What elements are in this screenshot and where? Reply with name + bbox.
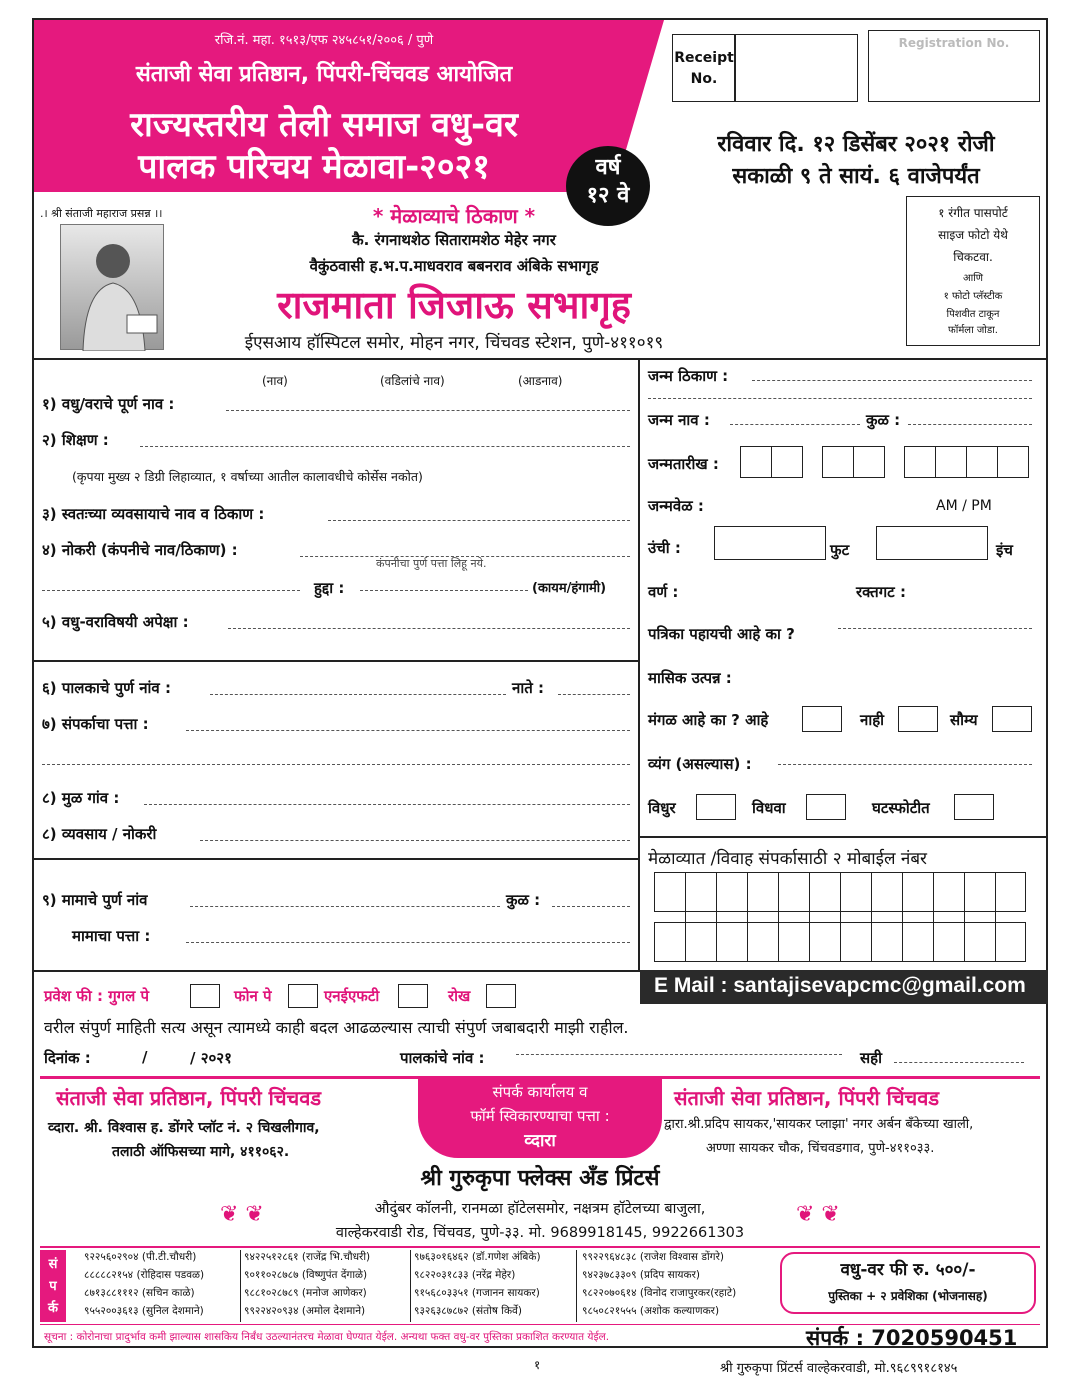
- mangal-yes-box[interactable]: [802, 706, 842, 732]
- contact-entry: ९३२६३८७८७२ (संतोष किर्वे): [414, 1305, 522, 1317]
- photo-line-7: फॉर्मला जोडा.: [948, 325, 998, 336]
- cash-label: रोख: [448, 987, 471, 1005]
- height-inch-field[interactable]: [876, 526, 988, 560]
- contacts-column-1: [84, 1248, 204, 1320]
- height-label: उंची :: [648, 539, 681, 557]
- income-label: मासिक उत्पन्न :: [648, 669, 732, 687]
- native-village-field[interactable]: [144, 804, 630, 805]
- expectation-field[interactable]: [228, 628, 630, 629]
- post-field[interactable]: [360, 590, 528, 591]
- venue-address: ईएसआय हॉस्पिटल समोर, मोहन नगर, चिंचवड स्टेशन, पुणे-४११०१९: [244, 333, 664, 353]
- page-number: १: [534, 1358, 541, 1372]
- date-slash: /: [142, 1048, 148, 1066]
- mangal-mild-label: सौम्य: [950, 711, 978, 729]
- contacts-col-divider: [576, 1250, 577, 1322]
- dob-label: जन्मतारीख :: [648, 455, 719, 473]
- phonepe-label: फोन पे: [234, 987, 272, 1005]
- full-name-field[interactable]: [226, 410, 630, 411]
- occupation-field[interactable]: [200, 840, 630, 841]
- neft-label: एनईएफटी: [324, 987, 380, 1005]
- fee-box-line-1: वधु-वर फी रु. ५००/-: [840, 1260, 976, 1280]
- job-note: कंपनीचा पुर्ण पत्ता लिहू नये.: [376, 557, 487, 570]
- mobile-digit-divider: [995, 872, 996, 962]
- divorcee-box[interactable]: [954, 794, 994, 820]
- education-label: २) शिक्षण :: [42, 431, 109, 449]
- contact-address-field-2[interactable]: [42, 764, 630, 765]
- footer-right-address-1: द्वारा.श्री.प्रदिप सायकर,'सायकर प्लाझा' नगर अर्बन बँकेच्या खाली,: [664, 1117, 974, 1132]
- contact-entry: ९५५२००३६१३ (सुनिल देशमाने): [84, 1305, 204, 1317]
- footer-right-address-2: अण्णा सायकर चौक, चिंचवडगाव, पुणे-४११०३३.: [706, 1141, 935, 1156]
- fee-box: [780, 1252, 1036, 1314]
- mobile-digit-divider: [778, 872, 779, 962]
- saint-portrait: [60, 224, 164, 350]
- right-divider: [638, 836, 1046, 838]
- ornament-left-icon: ❦ ❦: [220, 1202, 264, 1227]
- right-kul-label: कुळ :: [866, 411, 901, 429]
- signature-label: सही: [860, 1049, 882, 1067]
- dob-box[interactable]: [904, 446, 936, 478]
- column-name: (नाव): [262, 374, 288, 388]
- photo-line-1: १ रंगीत पासपोर्ट: [938, 206, 1008, 220]
- mangal-no-label: नाही: [860, 711, 885, 729]
- right-kul-field[interactable]: [908, 424, 1032, 425]
- native-village-label: ८) मुळ गांव :: [42, 789, 120, 807]
- contacts-col-divider: [240, 1250, 241, 1322]
- birthplace-label: जन्म ठिकाण :: [648, 367, 729, 385]
- blessing-line: .। श्री संताजी महाराज प्रसन्न ।।: [40, 207, 163, 220]
- widower-box[interactable]: [696, 794, 736, 820]
- horoscope-label: पत्रिका पहायची आहे का ?: [648, 625, 795, 643]
- birthplace-field[interactable]: [752, 380, 1032, 381]
- mobile-digit-divider: [716, 872, 717, 962]
- relation-label: नाते :: [512, 679, 544, 697]
- birthplace-field-2[interactable]: [648, 398, 1032, 399]
- mobile-digit-divider: [747, 872, 748, 962]
- contact-address-label: ७) संपर्काचा पत्ता :: [42, 715, 149, 733]
- birthname-label: जन्म नाव :: [648, 411, 710, 429]
- full-name-label: १) वधु/वराचे पूर्ण नाव :: [42, 395, 175, 413]
- contact-entry: ८७१३८८१११२ (सचिन काळे): [84, 1287, 195, 1299]
- dob-box[interactable]: [997, 446, 1029, 478]
- dob-box[interactable]: [740, 446, 772, 478]
- birth-time-label: जन्मवेळ :: [648, 497, 704, 515]
- widow-box[interactable]: [806, 794, 846, 820]
- mobile-heading: मेळाव्यात /विवाह संपर्कासाठी २ मोबाईल नंबर: [648, 849, 928, 869]
- birthname-field[interactable]: [730, 424, 860, 425]
- badge-line-1: वर्ष: [595, 155, 621, 180]
- blood-group-label: रक्तगट :: [856, 583, 906, 601]
- permanent-label: (कायम/हंगामी): [532, 581, 607, 596]
- notice-text: सूचना : कोरोनाचा प्रादुर्भाव कमी झाल्यास शासकिय निर्बंध उठल्यानंतरच मेळावा घेण्यात येईल. अन्यथा फक्त वधु-वर पुस्तिका प्रकाशित करण्यात येईल.: [44, 1331, 610, 1343]
- column-father: (वडिलांचे नाव): [380, 374, 445, 388]
- contact-address-field[interactable]: [186, 730, 630, 731]
- contact-entry: ९४२२५१२८६१ (राजेंद्र भि.चौधरी): [244, 1251, 371, 1263]
- contact-entry: ९८५०८२१५५५ (अशोक कल्याणकर): [582, 1305, 720, 1317]
- dob-box[interactable]: [853, 446, 885, 478]
- venue-line-2: वैकुंठवासी ह.भ.प.माधवराव बबनराव अंबिके सभागृह: [309, 257, 599, 275]
- photo-line-4: आणि: [962, 273, 984, 284]
- dob-box[interactable]: [935, 446, 967, 478]
- badge-line-2: १२ वे: [586, 183, 630, 208]
- cash-box[interactable]: [486, 984, 516, 1008]
- contacts-label-2: प: [49, 1279, 57, 1294]
- event-date-line: रविवार दि. १२ डिसेंबर २०२१ रोजी: [717, 132, 995, 157]
- fee-box-line-2: पुस्तिका + २ प्रवेशिका (भोजनासह): [828, 1289, 988, 1303]
- neft-box[interactable]: [398, 984, 428, 1008]
- title-line-2: पालक परिचय मेळावा-२०२१: [138, 147, 490, 187]
- left-divider-2: [34, 858, 638, 860]
- left-divider-1: [34, 660, 638, 662]
- uncle-address-field[interactable]: [186, 942, 630, 943]
- registration-number-line: रजि.नं. महा. १५१३/एफ २४५८५१/२००६ / पुणे: [214, 33, 434, 48]
- email-text[interactable]: E Mail : santajisevapcmc@gmail.com: [654, 974, 1026, 997]
- dob-box[interactable]: [771, 446, 803, 478]
- mobile-digit-divider: [902, 872, 903, 962]
- height-feet-field[interactable]: [714, 526, 826, 560]
- receipt-no-label: No.: [690, 71, 718, 87]
- education-note: (कृपया मुख्य २ डिग्री लिहाव्यात, १ वर्षाच्या आतील कालावधीचे कोर्सेस नकोत): [72, 469, 423, 484]
- mobile-digit-divider: [809, 872, 810, 962]
- disability-label: व्यंग (असल्यास) :: [648, 755, 752, 773]
- post-label: हुद्दा :: [314, 579, 345, 597]
- contact-entry: ९२२५६०२९०४ (पी.टी.चौधरी): [84, 1251, 197, 1263]
- uncle-kul-label: कुळ :: [506, 891, 541, 909]
- contact-entry: ९९२२४२०९३४ (अमोल देशमाने): [244, 1305, 366, 1317]
- contacts-side-label: [40, 1250, 66, 1322]
- footer-left-address-2: तलाठी ऑफिसच्या मागे, ४११०६२.: [112, 1144, 290, 1160]
- uncle-name-field[interactable]: [190, 906, 500, 907]
- contact-entry: ९८२२०३१८३३ (नरेंद्र मेहेर): [414, 1269, 516, 1281]
- venue-line-1: कै. रंगनाथशेठ सितारामशेठ मेहेर नगर: [352, 231, 556, 249]
- mobile-digit-divider: [964, 872, 965, 962]
- contact-entry: ९०११०२८७८७ (विष्णुपंत देंगाळे): [244, 1269, 368, 1281]
- form-vertical-divider: [638, 358, 640, 970]
- mobile-digit-divider: [933, 872, 934, 962]
- photo-line-3: चिकटवा.: [953, 250, 993, 264]
- venue-heading: * मेळाव्याचे ठिकाण *: [372, 204, 536, 228]
- contacts-col-divider: [410, 1250, 411, 1322]
- contacts-label-1: सं: [48, 1257, 58, 1272]
- contacts-column-2: [244, 1248, 370, 1320]
- job-field-line-2[interactable]: [42, 590, 300, 591]
- contact-entry: ९७६३०१६४६२ (डॉ.गणेश अंबिके): [414, 1251, 541, 1263]
- disability-field[interactable]: [778, 764, 1032, 765]
- gpay-box[interactable]: [190, 984, 220, 1008]
- contacts-label-3: र्क: [48, 1301, 58, 1316]
- printer-credit: श्री गुरुकृपा प्रिंटर्स वाल्हेकरवाडी, मो.९६८९९१८१४५: [720, 1361, 958, 1376]
- complexion-label: वर्ण :: [648, 583, 679, 601]
- contacts-column-3: [414, 1248, 541, 1320]
- form-top-line: [34, 358, 1046, 360]
- hall-name: राजमाता जिजाऊ सभागृह: [277, 283, 631, 327]
- widower-label: विधुर: [648, 799, 676, 817]
- business-label: ३) स्वतःच्या व्यवसायाचे नाव व ठिकाण :: [42, 505, 265, 523]
- contacts-column-4: [582, 1248, 736, 1320]
- email-bar: [640, 970, 1048, 1004]
- date-year: / २०२१: [190, 1049, 232, 1067]
- footer-org-left: संताजी सेवा प्रतिष्ठान, पिंपरी चिंचवड: [56, 1086, 322, 1110]
- contact-entry: ९१५६८०३३५१ (गजानन सायकर): [414, 1287, 540, 1299]
- photo-line-6: पिशवीत टाकून: [946, 309, 1000, 320]
- inch-label: इंच: [996, 541, 1013, 559]
- uncle-kul-field[interactable]: [552, 906, 630, 907]
- contact-number-big: संपर्क : 7020590451: [806, 1326, 1018, 1350]
- contact-entry: ९८८१०२८७८९ (मनोज आणेकर): [244, 1287, 367, 1299]
- parent-name-label: ६) पालकाचे पुर्ण नांव :: [42, 679, 171, 697]
- date-label: दिनांक :: [44, 1049, 91, 1067]
- registration-label: Registration No.: [898, 36, 1010, 50]
- phonepe-box[interactable]: [288, 984, 318, 1008]
- contact-entry: ९८२२०७०६१४ (विनोद राजापुरकर(रहाटे): [582, 1287, 737, 1299]
- uncle-address-label: मामाचा पत्ता :: [72, 927, 151, 945]
- printer-address-2: वाल्हेकरवाडी रोड, चिंचवड, पुणे-३३. मो. 9689918145, 9922661303: [335, 1225, 745, 1241]
- photo-line-5: १ फोटो प्लॅस्टीक: [943, 291, 1003, 302]
- ampm-label: AM / PM: [936, 498, 992, 514]
- dob-box[interactable]: [822, 446, 854, 478]
- fee-label: प्रवेश फी : गुगल पे: [44, 987, 149, 1005]
- contact-entry: ९४२३७८३३०९ (प्रदिप सायकर): [582, 1269, 700, 1281]
- relation-field[interactable]: [558, 694, 630, 695]
- mobile-digit-divider: [840, 872, 841, 962]
- business-field[interactable]: [328, 520, 630, 521]
- contact-office-line-1: संपर्क कार्यालय व: [492, 1083, 588, 1101]
- contact-office-line-2: फॉर्म स्विकारण्याचा पत्ता :: [470, 1107, 610, 1125]
- dob-box[interactable]: [966, 446, 998, 478]
- parent-sign-name-field[interactable]: [516, 1054, 842, 1055]
- divorcee-label: घटस्फोटीत: [872, 799, 930, 817]
- uncle-name-label: ९) मामाचे पुर्ण नांव: [42, 891, 148, 909]
- occupation-label: ८) व्यवसाय / नोकरी: [42, 825, 157, 843]
- footer-left-address-1: व्दारा. श्री. विश्वास ह. डोंगरे प्लॉट नं. २ चिखलीगाव,: [48, 1120, 320, 1136]
- printer-address-1: औदुंबर कॉलनी, रानमळा हॉटेलसमोर, नक्षत्रम हॉटेलच्या बाजुला,: [374, 1201, 706, 1217]
- mangal-mild-box[interactable]: [992, 706, 1032, 732]
- expectation-label: ५) वधु-वराविषयी अपेक्षा :: [42, 613, 189, 631]
- column-surname: (आडनाव): [518, 374, 563, 388]
- contact-entry: ८८८८८२१५४ (रोहिदास पडवळ): [84, 1269, 205, 1281]
- horoscope-field[interactable]: [838, 628, 1032, 629]
- mobile-digit-divider: [685, 872, 686, 962]
- event-time-line: सकाळी ९ ते सायं. ६ वाजेपर्यंत: [732, 164, 980, 189]
- mangal-no-box[interactable]: [898, 706, 938, 732]
- contact-office-badge: [418, 1076, 662, 1158]
- footer-org-right: संताजी सेवा प्रतिष्ठान, पिंपरी चिंचवड: [674, 1086, 940, 1110]
- ornament-right-icon: ❦ ❦: [796, 1202, 840, 1227]
- receipt-number-field[interactable]: [736, 36, 856, 100]
- parent-name-field[interactable]: [210, 694, 506, 695]
- contact-entry: ९९२२९६४८३८ (राजेश विश्वास डोंगरे): [582, 1251, 724, 1263]
- job-label: ४) नोकरी (कंपनीचे नाव/ठिकाण) :: [42, 541, 238, 559]
- organizer-line: संताजी सेवा प्रतिष्ठान, पिंपरी-चिंचवड आयोजित: [135, 62, 513, 87]
- contact-office-line-3: व्दारा: [524, 1131, 556, 1151]
- widow-label: विधवा: [752, 799, 786, 817]
- mangal-label: मंगळ आहे का ? आहे: [648, 711, 769, 729]
- feet-label: फुट: [830, 541, 850, 559]
- printer-name: श्री गुरुकृपा फ्लेक्स अँड प्रिंटर्स: [420, 1166, 660, 1191]
- signature-field[interactable]: [894, 1062, 1024, 1063]
- photo-line-2: साइज फोटो येथे: [938, 228, 1008, 242]
- receipt-label: Receipt: [674, 50, 734, 66]
- title-line-1: राज्यस्तरीय तेली समाज वधु-वर: [130, 105, 518, 145]
- mobile-digit-divider: [871, 872, 872, 962]
- parent-sign-name-label: पालकांचे नांव :: [400, 1049, 485, 1067]
- declaration-text: वरील संपुर्ण माहिती सत्य असून त्यामध्ये काही बदल आढळल्यास त्याची संपुर्ण जबाबदारी माझी राहील.: [44, 1018, 629, 1037]
- education-field[interactable]: [140, 446, 630, 447]
